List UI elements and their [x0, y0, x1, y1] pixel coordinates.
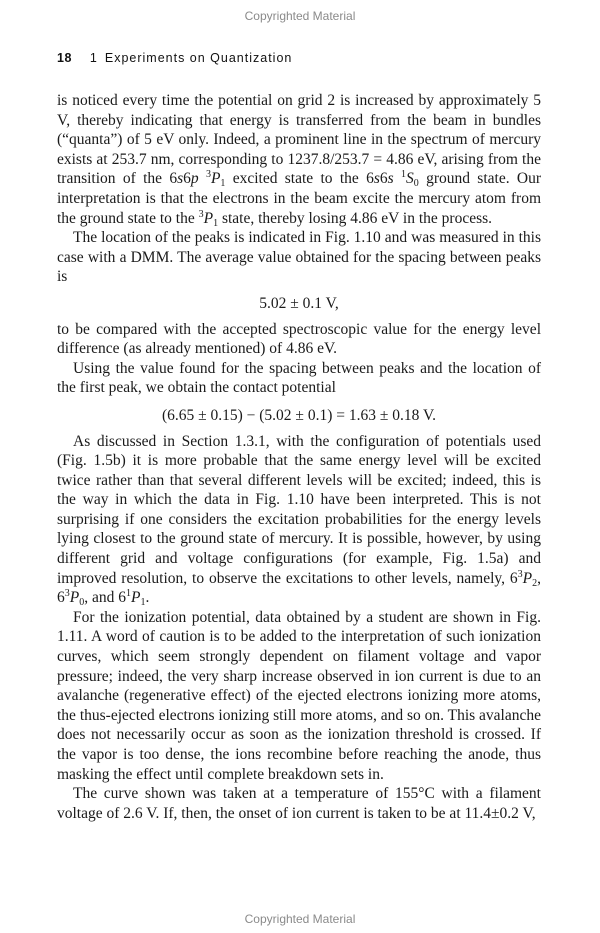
paragraph: For the ionization potential, data obtained by a student are shown in Fig. 1.11. A word of caution is to be added to the interpretation of such ionization curves, which seem strongly dependent on filament voltage and vapor pressure; indeed, the very sharp increase observed in ion current is due to an avalanche (regenerative effect) of the ejected electrons ionizing more atoms, the thus-ejected electrons ionizing still more atoms, and so on. This avalanche does not necessarily occur as soon as the ionization threshold is crossed. If the vapor is too dense, the ions recombine before reaching the anode, thus masking the effect until complete breakdown sets in.: [57, 608, 541, 783]
paragraph: As discussed in Section 1.3.1, with the configuration of potentials used (Fig. 1.5b) it is more probable that the same energy level will be excited twice rather than that several different levels will be excited; indeed, this is the way in which the data in Fig. 1.10 have been interpreted. This is not surprising if one considers the excitation probabilities for the energy levels lying closest to the ground state of mercury. It is possible, however, by using different grid and voltage configurations (for example, Fig. 1.5a) and improved resolution, to observe the excitations to other levels, namely, $6^3P_2$, $6^3P_0$, and $6^1P_1$.: [57, 432, 541, 609]
copyright-watermark-top: Copyrighted Material: [244, 9, 356, 23]
paragraph: is noticed every time the potential on grid 2 is increased by approximately 5 V, thereby indicating that energy is transferred from the beam in bundles (“quanta”) of 5 eV only. Indeed, a prominent line in the spectrum of mercury exists at 253.7 nm, corresponding to 1237.8/253.7 = 4.86 eV, arising from the transition of the 6s6p $^3P_1$ excited state to the 6s6s $^1S_0$ ground state. Our interpretation is that the electrons in the beam excite the mercury atom from the ground state to the $^3P_1$ state, thereby losing 4.86 eV in the process.: [57, 92, 541, 229]
equation-contact-potential: (6.65 ± 0.15) − (5.02 ± 0.1) = 1.63 ± 0.18 V.: [161, 406, 437, 424]
chapter-title: Experiments on Quantization: [104, 51, 293, 65]
body-text: [57, 91, 541, 823]
paragraph: Using the value found for the spacing between peaks and the location of the first peak, we obtain the contact potential: [57, 359, 541, 397]
copyright-watermark-bottom: Copyrighted Material: [244, 912, 356, 926]
paragraph: The curve shown was taken at a temperature of 155°C with a filament voltage of 2.6 V. If, then, the onset of ion current is taken to be at 11.4±0.2 V,: [57, 785, 541, 822]
equation-peak-spacing: 5.02 ± 0.1 V,: [259, 294, 339, 312]
running-header: [57, 51, 292, 65]
chapter-number: 1: [89, 51, 98, 65]
page-number: 18: [57, 51, 72, 65]
paragraph: to be compared with the accepted spectroscopic value for the energy level difference (as already mentioned) of 4.86 eV.: [57, 320, 541, 358]
paragraph: The location of the peaks is indicated in Fig. 1.10 and was measured in this case with a DMM. The average value obtained for the spacing between peaks is: [57, 229, 541, 286]
